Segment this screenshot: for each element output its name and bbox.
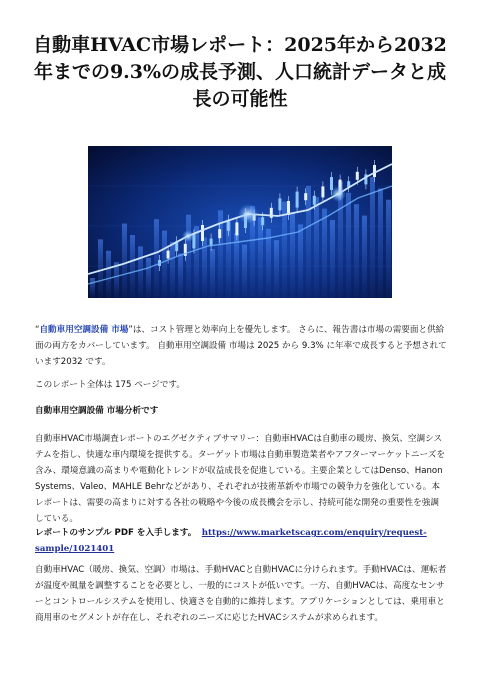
- background-bar: [98, 239, 103, 298]
- candle-body: [210, 239, 213, 246]
- background-bar: [330, 220, 335, 298]
- candle-body: [356, 172, 359, 180]
- background-bar: [186, 215, 191, 298]
- background-bar: [298, 224, 303, 298]
- background-bar: [282, 202, 287, 298]
- candle-body: [330, 177, 333, 190]
- pages-note: このレポート全体は 175 ページです。: [35, 380, 185, 390]
- candle-body: [321, 186, 324, 197]
- candle-body: [373, 165, 376, 177]
- segment-paragraph: 自動車HVAC（暖房、換気、空調）市場は、手動HVACと自動HVACに分けられます。手動HVACは、運転者が温度や風量を調整することを必要とし、一般的にコストが低いです。一方、自動HVACは、高度なセンサーとコントロールシステムを使用し、快適さを自動的に維持します。アプリケーションとしては、乗用車と商用車のセグメントが存在し、それぞれのニーズに応じたHVACシステムが求められます。: [35, 565, 447, 623]
- background-bar: [170, 242, 175, 298]
- stock-chart-illustration: [88, 146, 392, 298]
- quote-mark: “: [35, 325, 40, 335]
- analysis-paragraph: 自動車HVAC市場調査レポートのエグゼクティブサマリー：自動車HVACは自動車の暖房、換気、空調システムを指し、快適な車内環境を提供する。ターゲット市場は自動車製造業者やアフターマーケットニーズを含み、環境意識の高まりや電動化トレンドが収益成長を促進している。主要企業としてはDenso、Hanon Systems、Valeo、MAHLE Behrなどがあり、それぞれが技術革新や市場での競争力を強化している。本レポートは、需要の高まりに対する各社の戦略や今後の成長機会を示し、持続可能な開発の重要性を強調している。: [35, 434, 445, 524]
- background-bar: [114, 262, 119, 298]
- candle-body: [261, 217, 264, 225]
- sample-lead: レポートのサンプル PDF を入手します。: [35, 528, 197, 538]
- background-bar: [242, 245, 247, 298]
- hero-image: [88, 146, 392, 298]
- sample-link[interactable]: https://www.marketscagr.com/enquiry/request-sample/1021401: [35, 528, 427, 554]
- background-bar: [122, 224, 127, 298]
- market-keyword: 自動車用空調設備 市場: [39, 325, 129, 335]
- background-bar: [146, 258, 151, 298]
- background-bar: [90, 278, 95, 298]
- background-bar: [346, 193, 351, 298]
- background-bar: [378, 188, 383, 298]
- background-bar: [306, 186, 311, 298]
- background-bar: [138, 246, 143, 298]
- sample-paragraph: [35, 525, 447, 557]
- background-bar: [210, 249, 215, 298]
- candle-body: [313, 196, 316, 205]
- intro-paragraph: [35, 322, 447, 370]
- glow-point: [330, 186, 346, 202]
- background-bar: [130, 235, 135, 298]
- candle-body: [304, 193, 307, 200]
- background-bar: [322, 209, 327, 298]
- candle-body: [201, 225, 204, 241]
- intro-text: ”は、コスト管理と効率向上を優先します。 さらに、報告書は市場の需要面と供給面の両方をカバーしています。 自動車用空調設備 市場は 2025 から 9.3% に年率で成長すると予想されています2032 です。: [35, 325, 447, 367]
- background-bar: [258, 217, 263, 298]
- background-bar: [162, 231, 167, 298]
- page-title: 自動車HVAC市場レポート：2025年から2032年までの9.3%の成長予測、人口統計データと成長の可能性: [33, 34, 447, 110]
- background-bar: [274, 240, 279, 298]
- candle-body: [278, 198, 281, 210]
- candle-body: [218, 229, 221, 238]
- candle-body: [296, 192, 299, 208]
- background-bar: [370, 177, 375, 298]
- background-bar: [386, 200, 391, 298]
- background-bar: [362, 216, 367, 298]
- background-bar: [154, 219, 159, 298]
- glow-point: [238, 204, 258, 224]
- glow-point: [182, 230, 194, 242]
- candle-body: [235, 222, 238, 235]
- background-bar: [354, 204, 359, 298]
- background-bar: [178, 253, 183, 298]
- candle-body: [167, 251, 170, 259]
- background-bar: [266, 229, 271, 298]
- background-bar: [314, 197, 319, 298]
- analysis-heading: 自動車用空調設備 市場分析です: [35, 406, 159, 416]
- background-bar: [106, 251, 111, 298]
